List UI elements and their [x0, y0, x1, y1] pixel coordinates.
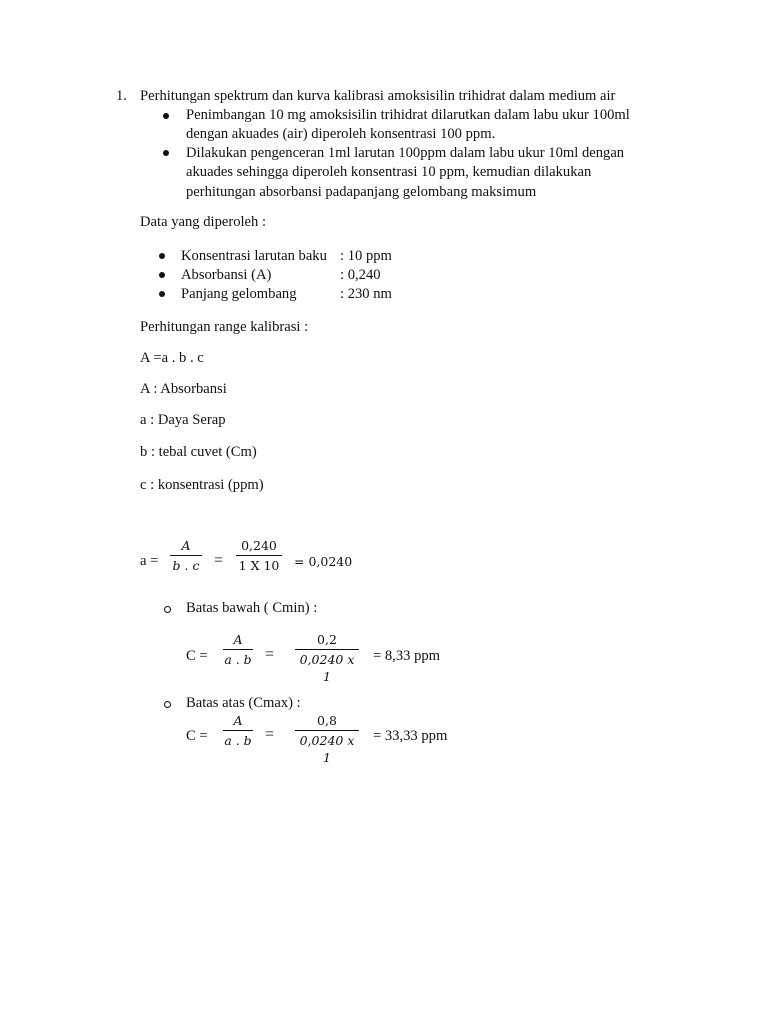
equals-sign: =: [265, 646, 275, 663]
denominator: a . b: [224, 733, 252, 748]
calc-a-fraction-2: [236, 537, 282, 574]
data-item-label: Konsentrasi larutan baku: [181, 248, 327, 264]
definition: a : Daya Serap: [140, 412, 226, 428]
cmin-lhs: C =: [186, 648, 208, 664]
cmin-title: Batas bawah ( Cmin) :: [186, 600, 318, 616]
cmax-title: Batas atas (Cmax) :: [186, 695, 301, 711]
numerator: A: [233, 713, 243, 728]
cmin-fraction-1: [223, 631, 253, 668]
data-item-value: : 0,240: [340, 267, 381, 283]
cmax-fraction-1: [223, 712, 253, 749]
circle-bullet-icon: [164, 606, 171, 613]
cmax-fraction-2: [295, 712, 359, 766]
bullet-dot: [159, 253, 165, 259]
bullet-2-line-1: Dilakukan pengenceran 1ml larutan 100ppm dalam labu ukur 10ml dengan: [186, 145, 625, 161]
bullet-1-line-1: Penimbangan 10 mg amoksisilin trihidrat dilarutkan dalam labu ukur 100ml: [186, 107, 630, 123]
denominator: b . c: [172, 558, 200, 573]
cmax-lhs: C =: [186, 728, 208, 744]
numerator: A: [181, 538, 191, 553]
calc-a-result: = 0,0240: [294, 554, 353, 569]
data-item-label: Panjang gelombang: [181, 286, 297, 302]
equals-sign: =: [265, 726, 275, 743]
numerator: 0,240: [241, 538, 277, 553]
bullet-dot: [159, 291, 165, 297]
denominator: 0,0240 x 1: [299, 733, 355, 765]
data-item-value: : 10 ppm: [340, 248, 392, 264]
definition: A : Absorbansi: [140, 381, 227, 397]
bullet-dot: [159, 272, 165, 278]
cmax-result: = 33,33 ppm: [373, 728, 448, 744]
bullet-dot: [163, 150, 169, 156]
range-title: Perhitungan range kalibrasi :: [140, 319, 309, 335]
definition: c : konsentrasi (ppm): [140, 477, 264, 493]
bullet-2-line-2: akuades sehingga diperoleh konsentrasi 10 ppm, kemudian dilakukan: [186, 164, 592, 180]
item-number: 1.: [116, 88, 127, 104]
calc-a-lhs: a =: [140, 553, 159, 569]
cmin-result: = 8,33 ppm: [373, 648, 441, 664]
numerator: 0,8: [317, 713, 337, 728]
bullet-1-line-2: dengan akuades (air) diperoleh konsentrasi 100 ppm.: [186, 126, 496, 142]
definition: b : tebal cuvet (Cm): [140, 444, 257, 460]
equals-sign: =: [214, 552, 224, 569]
formula: A =a . b . c: [140, 350, 204, 366]
numerator: A: [233, 632, 243, 647]
data-title: Data yang diperoleh :: [140, 214, 267, 230]
data-item-value: : 230 nm: [340, 286, 392, 302]
bullet-dot: [163, 113, 169, 119]
cmin-fraction-2: [295, 631, 359, 685]
data-item-label: Absorbansi (A): [181, 267, 272, 283]
denominator: 0,0240 x 1: [299, 652, 355, 684]
denominator: 1 X 10: [238, 558, 280, 573]
denominator: a . b: [224, 652, 252, 667]
numerator: 0,2: [317, 632, 337, 647]
section-heading: Perhitungan spektrum dan kurva kalibrasi amoksisilin trihidrat dalam medium air: [140, 88, 616, 104]
bullet-2-line-3: perhitungan absorbansi padapanjang gelombang maksimum: [186, 184, 537, 200]
calc-a-fraction-1: [170, 537, 202, 574]
circle-bullet-icon: [164, 701, 171, 708]
